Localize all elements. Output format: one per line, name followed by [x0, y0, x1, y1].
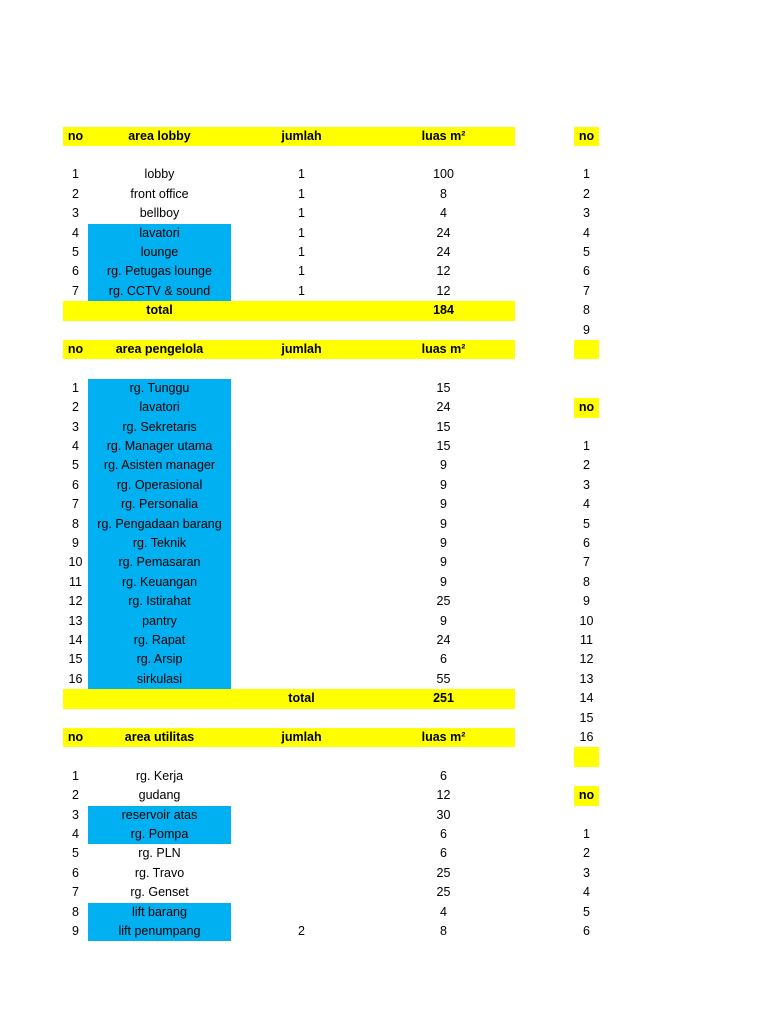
- row-area: sirkulasi: [88, 670, 231, 689]
- row-area: rg. Travo: [134, 865, 185, 880]
- row-luas: 9: [440, 458, 447, 473]
- row-jumlah: 1: [298, 245, 305, 259]
- row-area: rg. CCTV & sound: [88, 282, 231, 301]
- right-header-no: no: [574, 786, 599, 805]
- row-area: rg. Istirahat: [88, 592, 231, 611]
- row-no: 3: [72, 807, 79, 822]
- row-no: 8: [72, 904, 79, 919]
- right-row-no: 9: [583, 594, 590, 609]
- row-luas: 24: [436, 633, 451, 647]
- right-row-no: 9: [583, 322, 590, 337]
- row-no: 3: [72, 206, 79, 221]
- row-no: 2: [72, 400, 79, 415]
- right-row-no: 12: [579, 652, 594, 667]
- row-no: 1: [72, 380, 79, 395]
- row-luas: 9: [440, 516, 447, 531]
- row-luas: 4: [440, 206, 447, 221]
- row-area: lavatori: [88, 224, 231, 243]
- row-luas: 100: [433, 167, 454, 182]
- header-luas: luas m²: [421, 342, 466, 356]
- total-value: 184: [433, 303, 454, 318]
- row-no: 7: [72, 885, 79, 900]
- right-row-no: 7: [583, 283, 590, 298]
- right-header-row: [0, 786, 768, 805]
- row-no: 4: [72, 827, 79, 841]
- right-row-no: 7: [583, 555, 590, 570]
- row-no: 16: [68, 671, 83, 686]
- right-row-no: 4: [583, 225, 590, 240]
- row-no: 7: [72, 497, 79, 512]
- header-area: area lobby: [128, 129, 191, 143]
- right-row-no: 15: [579, 710, 594, 725]
- right-row-no: 5: [583, 904, 590, 919]
- row-no: 6: [72, 865, 79, 880]
- row-luas: 25: [436, 594, 451, 609]
- row-luas: 9: [440, 477, 447, 492]
- right-row-no: 3: [583, 865, 590, 880]
- row-area: rg. Pemasaran: [88, 553, 231, 572]
- right-header-row: [0, 398, 768, 417]
- row-jumlah: 1: [298, 283, 305, 298]
- row-luas: 25: [436, 885, 451, 900]
- row-no: 5: [72, 846, 79, 861]
- row-luas: 24: [436, 225, 451, 240]
- total-value: 251: [433, 691, 454, 706]
- right-row-no: 4: [583, 497, 590, 512]
- row-luas: 55: [436, 671, 451, 686]
- row-area: rg. Sekretaris: [88, 418, 231, 437]
- header-area: area utilitas: [124, 730, 195, 744]
- row-luas: 24: [436, 400, 451, 415]
- right-row-no: 11: [580, 633, 593, 647]
- row-area: rg. Manager utama: [88, 437, 231, 456]
- table-row: [0, 418, 768, 437]
- row-luas: 15: [436, 380, 451, 395]
- row-jumlah: 1: [298, 186, 305, 201]
- row-jumlah: 1: [298, 225, 305, 240]
- row-no: 1: [72, 167, 79, 182]
- row-luas: 25: [436, 865, 451, 880]
- row-luas: 24: [436, 245, 451, 259]
- right-row-no: 2: [583, 846, 590, 861]
- row-area: lounge: [88, 243, 231, 262]
- right-header-no: no: [574, 127, 599, 146]
- row-area: front office: [130, 186, 189, 201]
- row-no: 9: [72, 536, 79, 550]
- header-no: no: [67, 342, 84, 356]
- right-empty-fill: [574, 340, 599, 359]
- row-no: 6: [72, 477, 79, 492]
- row-area: rg. Asisten manager: [88, 456, 231, 475]
- header-no: no: [67, 730, 84, 744]
- row-area: lift barang: [88, 903, 231, 922]
- row-area: rg. Personalia: [88, 495, 231, 514]
- row-area: rg. Petugas lounge: [88, 262, 231, 281]
- row-jumlah: 1: [298, 167, 305, 182]
- right-row-no: 6: [583, 924, 590, 938]
- row-jumlah: 1: [298, 206, 305, 221]
- row-no: 5: [72, 245, 79, 259]
- right-row-no: 16: [579, 730, 594, 744]
- right-row-no: 3: [583, 477, 590, 492]
- right-header-no: no: [574, 398, 599, 417]
- row-no: 11: [69, 574, 82, 589]
- row-luas: 6: [440, 652, 447, 667]
- row-luas: 9: [440, 497, 447, 512]
- header-jumlah: jumlah: [281, 730, 322, 744]
- right-row-no: 5: [583, 516, 590, 531]
- row-luas: 15: [436, 439, 451, 453]
- right-row-no: 14: [579, 691, 594, 706]
- row-luas: 9: [440, 536, 447, 550]
- right-row-no: 1: [583, 167, 590, 182]
- row-no: 8: [72, 516, 79, 531]
- right-row-no: 1: [583, 439, 590, 453]
- row-luas: 9: [440, 574, 447, 589]
- row-area: pantry: [88, 612, 231, 631]
- header-area: area pengelola: [115, 342, 204, 356]
- row-no: 12: [68, 594, 83, 609]
- row-area: rg. Operasional: [88, 476, 231, 495]
- row-jumlah: 2: [298, 924, 305, 938]
- right-row-no: 2: [583, 458, 590, 473]
- row-area: gudang: [138, 788, 181, 803]
- row-luas: 6: [440, 827, 447, 841]
- right-header-row: [0, 127, 768, 146]
- row-no: 7: [72, 283, 79, 298]
- row-area: rg. Kerja: [135, 768, 184, 783]
- total-label: total: [146, 303, 173, 318]
- right-row-no: 8: [583, 303, 590, 318]
- total-label: total: [288, 691, 315, 706]
- row-luas: 12: [436, 264, 451, 279]
- row-luas: 15: [436, 419, 451, 434]
- row-area: rg. PLN: [138, 846, 181, 861]
- right-row-no: 5: [583, 245, 590, 259]
- right-row-no: 2: [583, 186, 590, 201]
- row-luas: 6: [440, 846, 447, 861]
- row-no: 9: [72, 924, 79, 938]
- row-luas: 4: [440, 904, 447, 919]
- table-row: [0, 806, 768, 825]
- row-luas: 12: [436, 283, 451, 298]
- header-luas: luas m²: [421, 730, 466, 744]
- row-area: lift penumpang: [88, 922, 231, 941]
- row-no: 2: [72, 788, 79, 803]
- row-area: rg. Genset: [130, 885, 189, 900]
- row-area: rg. Rapat: [88, 631, 231, 650]
- row-luas: 12: [436, 788, 451, 803]
- row-no: 4: [72, 439, 79, 453]
- right-row-no: 6: [583, 536, 590, 550]
- row-area: reservoir atas: [88, 806, 231, 825]
- row-luas: 30: [436, 807, 451, 822]
- row-no: 14: [68, 633, 83, 647]
- header-luas: luas m²: [421, 129, 466, 143]
- row-no: 10: [68, 555, 83, 570]
- table-row: [0, 379, 768, 398]
- right-row-no: 10: [579, 613, 594, 628]
- row-area: lavatori: [88, 398, 231, 417]
- row-no: 1: [72, 768, 79, 783]
- row-jumlah: 1: [298, 264, 305, 279]
- table-row: [0, 767, 768, 786]
- right-row-no: 4: [583, 885, 590, 900]
- row-area: rg. Teknik: [88, 534, 231, 553]
- row-luas: 8: [440, 186, 447, 201]
- header-no: no: [67, 129, 84, 143]
- row-no: 13: [68, 613, 83, 628]
- row-no: 15: [68, 652, 83, 667]
- row-area: rg. Tunggu: [88, 379, 231, 398]
- right-row-no: 8: [583, 574, 590, 589]
- row-area: rg. Pengadaan barang: [88, 515, 231, 534]
- row-no: 5: [72, 458, 79, 473]
- row-area: bellboy: [139, 206, 180, 221]
- row-area: rg. Keuangan: [88, 573, 231, 592]
- header-jumlah: jumlah: [281, 342, 322, 356]
- row-luas: 9: [440, 555, 447, 570]
- row-no: 3: [72, 419, 79, 434]
- right-row-no: 3: [583, 206, 590, 221]
- row-luas: 6: [440, 768, 447, 783]
- row-area: rg. Arsip: [88, 650, 231, 669]
- row-no: 4: [72, 225, 79, 240]
- row-area: lobby: [144, 167, 175, 182]
- row-no: 6: [72, 264, 79, 279]
- right-empty-fill: [574, 747, 599, 766]
- row-area: rg. Pompa: [88, 825, 231, 844]
- row-no: 2: [72, 186, 79, 201]
- row-luas: 8: [440, 924, 447, 938]
- right-row-no: 6: [583, 264, 590, 279]
- right-row-no: 13: [579, 671, 594, 686]
- row-luas: 9: [440, 613, 447, 628]
- right-row-no: 1: [583, 827, 590, 841]
- header-jumlah: jumlah: [281, 129, 322, 143]
